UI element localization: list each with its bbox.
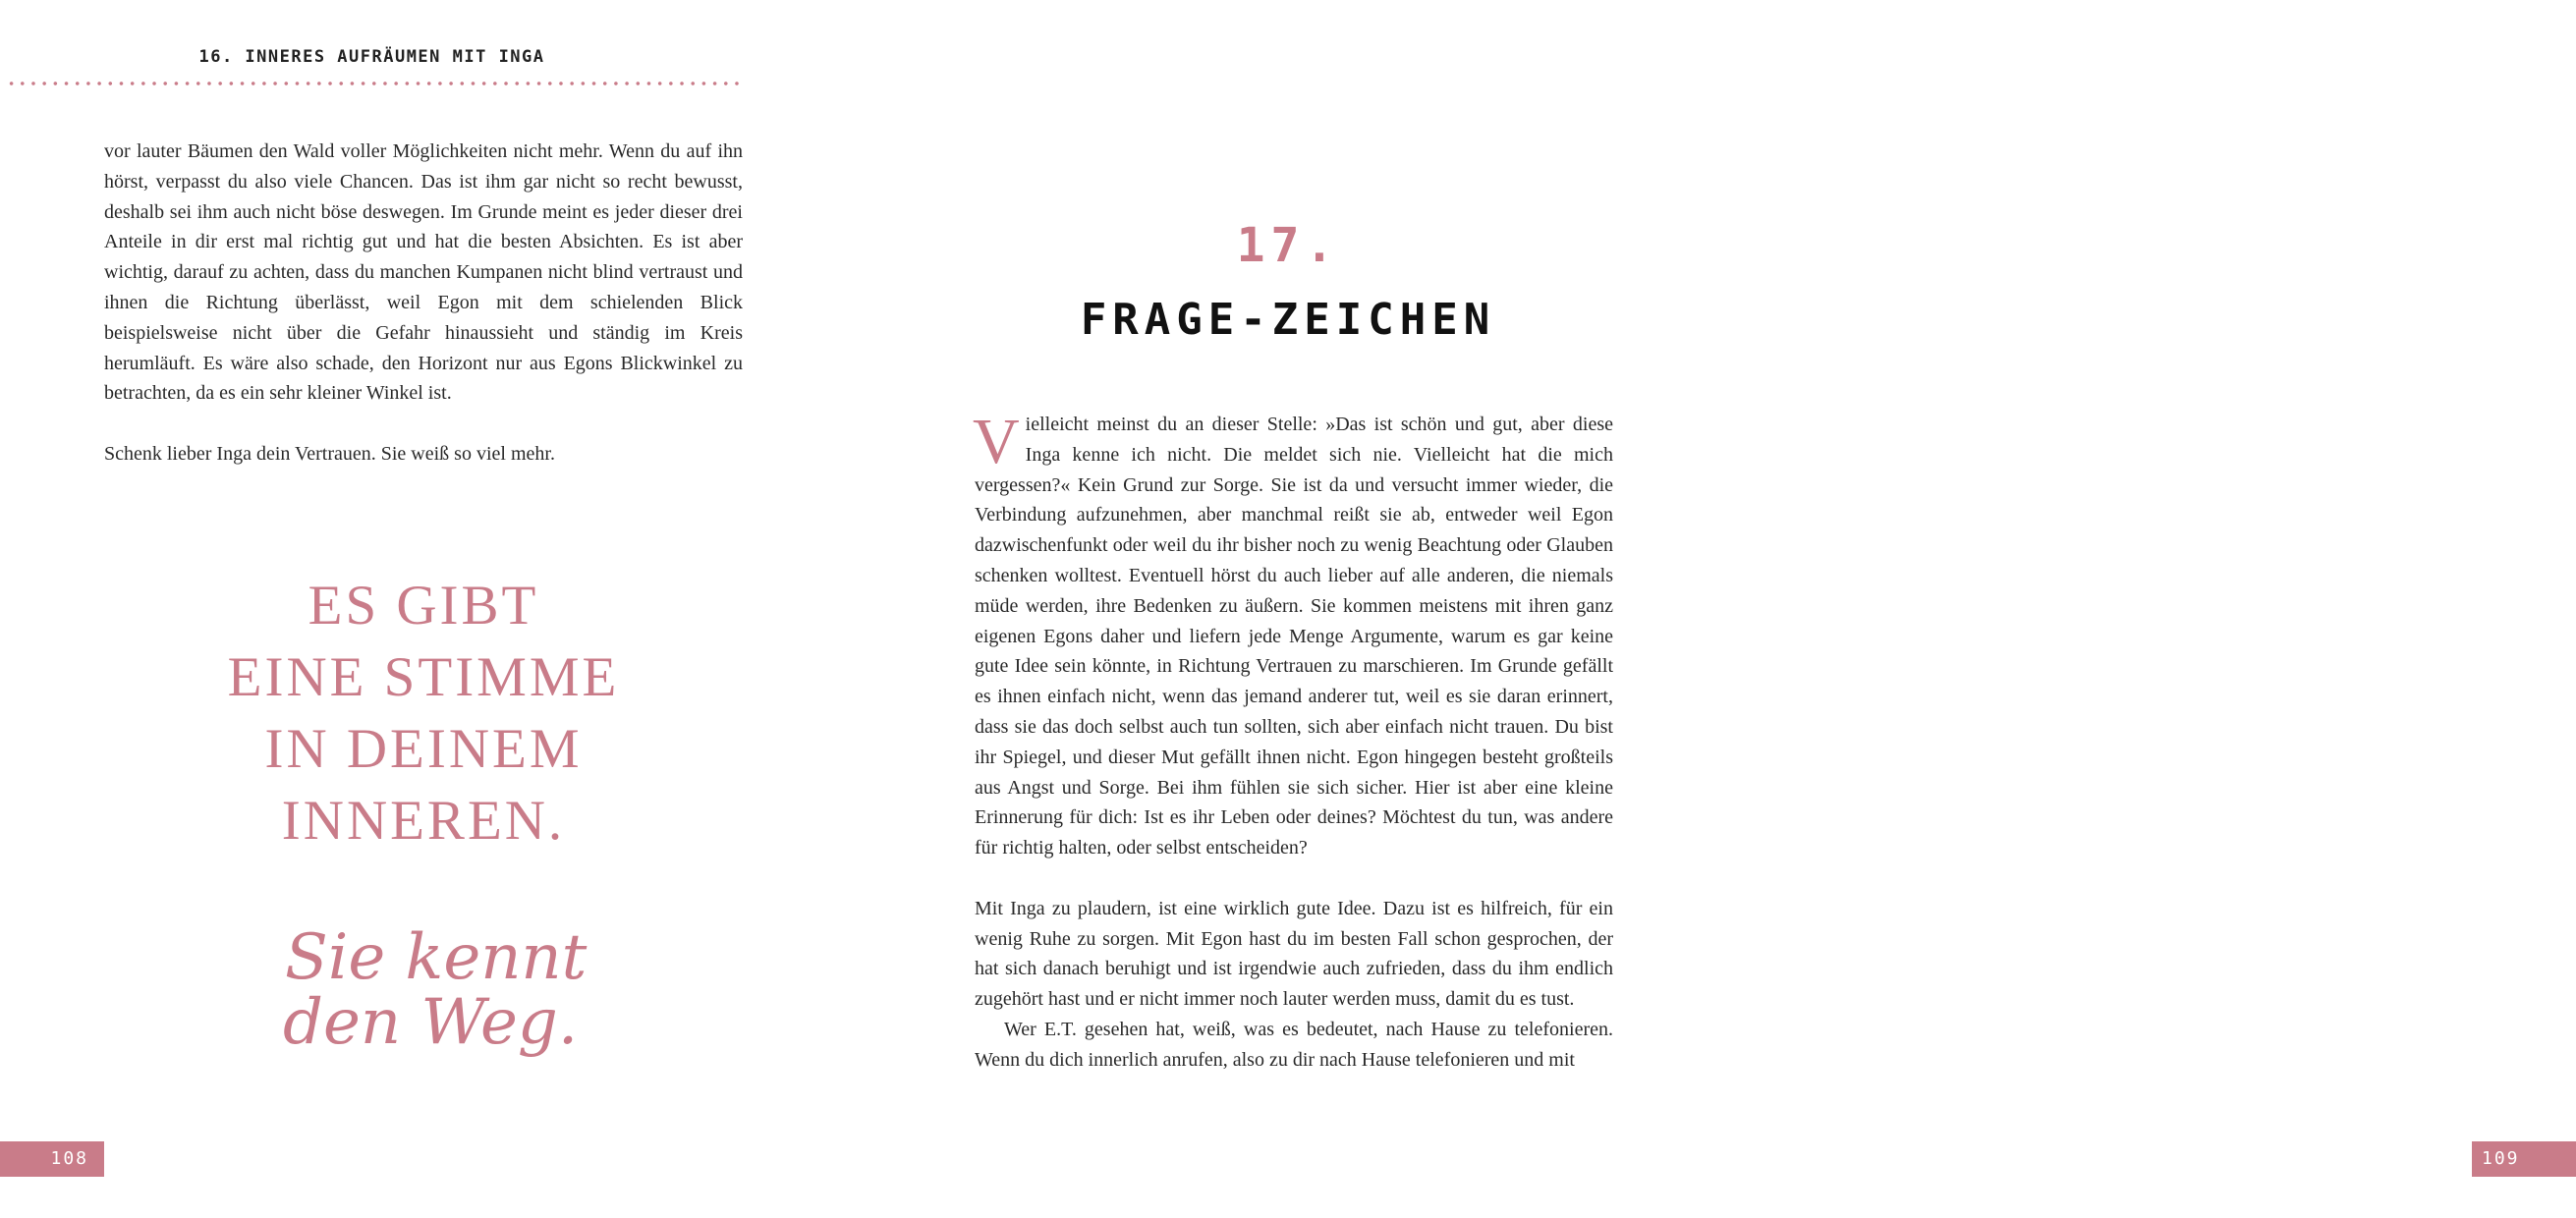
script-quote-line: Sie kennt <box>285 921 588 994</box>
right-page <box>859 0 2520 1218</box>
paragraph: Mit Inga zu plaudern, ist eine wirklich gute Idee. Dazu ist es hilfreich, für ein wenig Ruhe zu sorgen. Mit Egon hast du im besten Fall schon gesprochen, der hat sich danach beruhigt und ist irgendwie auch zufrieden, dass du ihm endlich zugehört hast und er nicht immer noch lauter werden muss, damit du es tust. <box>975 897 1613 1011</box>
paragraph: vor lauter Bäumen den Wald voller Möglichkeiten nicht mehr. Wenn du auf ihn hörst, verpasst du also viele Chancen. Das ist ihm gar nicht so recht bewusst, deshalb sei ihm auch nicht böse deswegen. Im Grunde meint es jeder dieser drei Anteile in dir erst mal richtig gut und hat die besten Absichten. Es ist aber wichtig, darauf zu achten, dass du manchen Kumpanen nicht blind vertraust und ihnen die Richtung überlässt, weil Egon mit dem schielenden Blick beispielsweise nicht über die Gefahr hinaussieht und ständig im Kreis herumläuft. Es wäre also schade, den Horizont nur aus Egons Blickwinkel zu betrachten, da es ein sehr kleiner Winkel ist. <box>104 140 743 405</box>
paragraph <box>973 406 1613 863</box>
drop-cap: V <box>973 406 1020 477</box>
page-number: 108 <box>0 1141 104 1177</box>
pullquote-line: INNEREN. <box>281 790 566 852</box>
chapter-title: FRAGE-ZEICHEN <box>1080 295 1496 345</box>
script-quote <box>265 921 639 1059</box>
pullquote-line: EINE STIMME <box>227 646 620 708</box>
left-page <box>0 0 859 1218</box>
right-body-text <box>973 406 1613 1076</box>
running-head: 16. INNERES AUFRÄUMEN MIT INGA <box>198 47 545 67</box>
paragraph: Schenk lieber Inga dein Vertrauen. Sie weiß so viel mehr. <box>104 442 555 465</box>
paragraph-text: ielleicht meinst du an dieser Stelle: »Das ist schön und gut, aber diese Inga kenne ich nicht. Die meldet sich nie. Vielleicht hat die mich vergessen?« Kein Grund zur Sorge. Sie ist da und versucht immer wieder, die Verbindung aufzunehmen, aber manchmal reißt sie ab, entweder weil Egon dazwischenfunkt oder weil du ihr bisher noch zu wenig Beachtung oder Glauben schenken wolltest. Eventuell hörst du auch lieber auf alle anderen, die niemals müde werden, ihre Bedenken zu äußern. Sie kommen meistens mit ihren ganz eigenen Egons daher und liefern jede Menge Argumente, warum es gar keine gute Idee sein könnte, in Richtung Vertrauen zu marschieren. Im Grunde gefällt es ihnen einfach nicht, wenn das jemand anderer tut, weil es sie daran erinnert, dass sie das doch selbst auch tun sollten, sich aber einfach nicht trauen. Du bist ihr Spiegel, und dieser Mut gefällt ihnen nicht. Egon hingegen besteht großteils aus Angst und Sorge. Bei ihm fühlen sie sich sicher. Hier ist aber eine kleine Erinnerung für dich: Ist es ihr Leben oder deines? Möchtest du tun, was andere für richtig halten, oder selbst entscheiden? <box>975 414 1613 859</box>
chapter-number: 17. <box>1236 218 1340 273</box>
paragraph: Wer E.T. gesehen hat, weiß, was es bedeutet, nach Hause zu telefonieren. Wenn du dich innerlich anrufen, also zu dir nach Hause telefonieren und mit <box>975 1018 1613 1071</box>
left-body-text <box>104 137 743 470</box>
pullquote-line: IN DEINEM <box>264 718 583 780</box>
page-number: 109 <box>2472 1141 2576 1177</box>
script-quote-line: den Weg. <box>283 986 579 1059</box>
dotted-rule <box>6 81 745 86</box>
pullquote-line: ES GIBT <box>308 575 539 637</box>
pullquote <box>104 570 743 857</box>
